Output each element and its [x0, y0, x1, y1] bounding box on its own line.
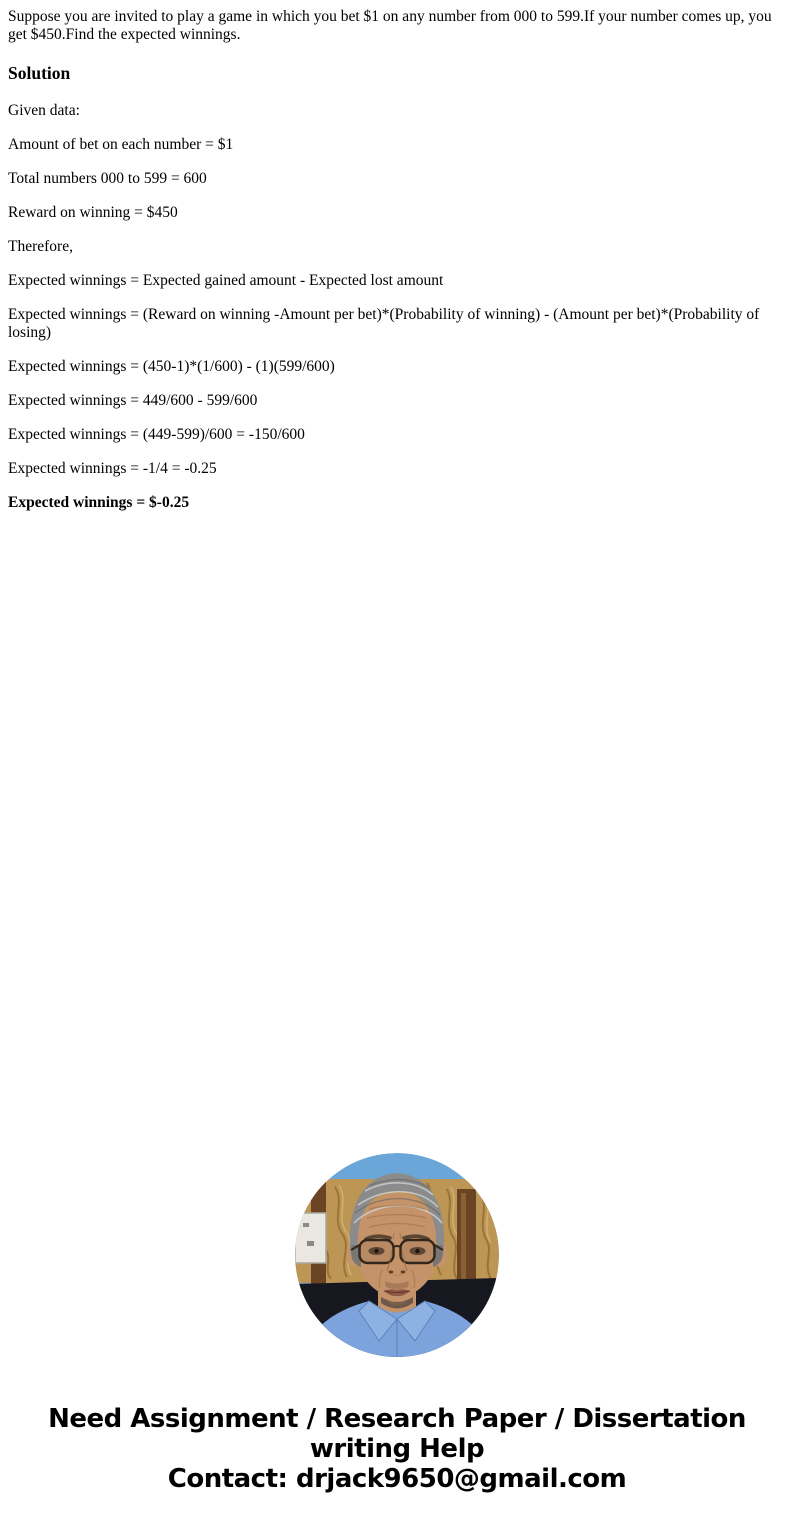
solution-line-total-numbers: Total numbers 000 to 599 = 600: [8, 170, 207, 187]
solution-heading: Solution: [8, 63, 71, 83]
avatar: [295, 1153, 499, 1357]
solution-line-reward: Reward on winning = $450: [8, 204, 178, 221]
footer-line-2: writing Help: [309, 1434, 485, 1464]
solution-line-formula-2: Expected winnings = (Reward on winning -Amount per bet)*(Probability of winning) - (Amount per bet)*(Probability of losing): [8, 306, 760, 341]
tutor-photo-icon: [295, 1153, 499, 1357]
solution-line-bet-amount: Amount of bet on each number = $1: [8, 136, 234, 153]
solution-line-therefore: Therefore,: [8, 238, 73, 255]
solution-line-simplify: Expected winnings = (449-599)/600 = -150/600: [8, 426, 305, 443]
solution-line-fractions: Expected winnings = 449/600 - 599/600: [8, 392, 258, 409]
solution-line-formula-1: Expected winnings = Expected gained amount - Expected lost amount: [8, 272, 444, 289]
problem-statement: Suppose you are invited to play a game in which you bet $1 on any number from 000 to 599.If your number comes up, you get $450.Find the expected winnings.: [8, 8, 772, 43]
footer-line-1: Need Assignment / Research Paper / Dissertation: [48, 1404, 746, 1434]
solution-line-substitution: Expected winnings = (450-1)*(1/600) - (1)(599/600): [8, 358, 335, 375]
solution-result: Expected winnings = $-0.25: [8, 494, 190, 511]
footer-contact: Contact: drjack9650@gmail.com: [167, 1464, 627, 1494]
solution-line-decimal: Expected winnings = -1/4 = -0.25: [8, 460, 217, 477]
footer-banner: [0, 1404, 794, 1494]
solution-line-given-data: Given data:: [8, 102, 80, 119]
